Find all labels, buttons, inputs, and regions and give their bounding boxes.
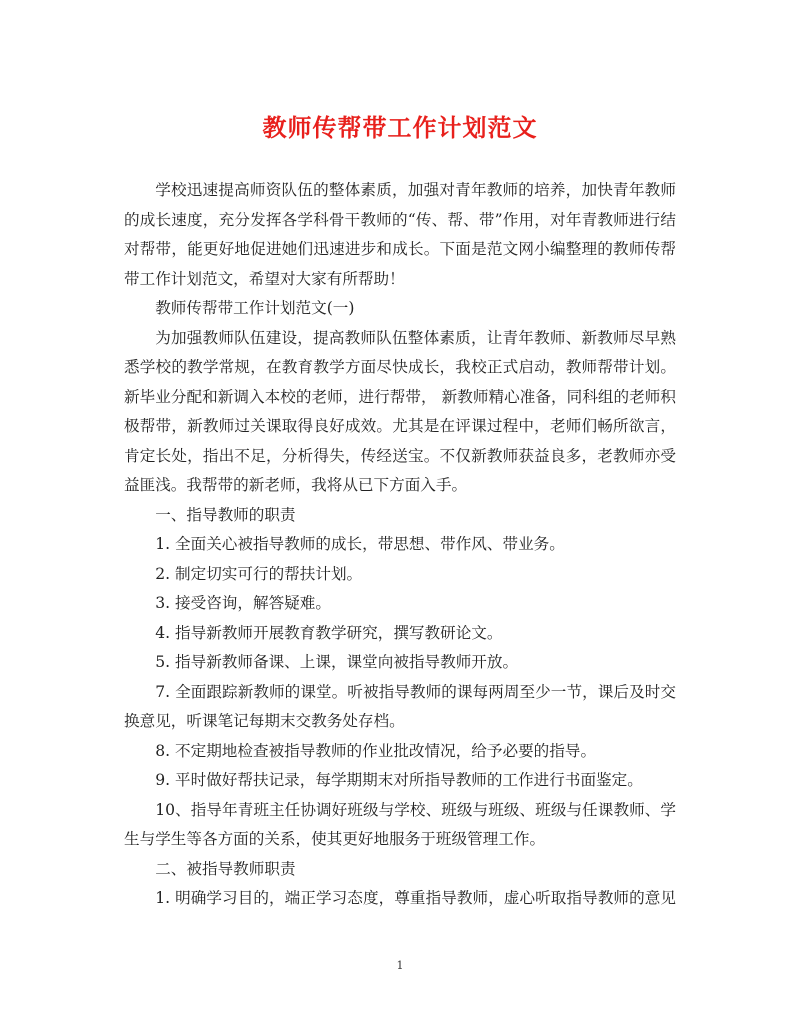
mentor-duty-item: 5. 指导新教师备课、上课，课堂向被指导教师开放。 — [155, 653, 519, 671]
mentor-duty-item: 9. 平时做好帮扶记录，每学期期末对所指导教师的工作进行书面鉴定。 — [155, 771, 643, 789]
mentor-duty-item: 3. 接受咨询，解答疑难。 — [155, 594, 331, 612]
section-heading-mentee-duties: 二、被指导教师职责 — [155, 859, 296, 878]
section-heading-plan-one: 教师传帮带工作计划范文(一) — [155, 299, 355, 317]
document-title: 教师传帮带工作计划范文 — [262, 113, 538, 142]
mentor-duty-item: 10、指导年青班主任协调好班级与学校、班级与班级、班级与任课教师、学生与学生等各方面的关系，使其更好地服务于班级管理工作。 — [124, 800, 676, 848]
mentee-duty-item: 1. 明确学习目的，端正学习态度，尊重指导教师，虚心听取指导教师的意见 — [155, 889, 676, 907]
section-heading-mentor-duties: 一、指导教师的职责 — [155, 505, 296, 524]
page-number: 1 — [396, 959, 404, 972]
mentor-duty-item: 4. 指导新教师开展教育教学研究，撰写教研论文。 — [155, 623, 503, 642]
mentor-duty-item: 2. 制定切实可行的帮扶计划。 — [155, 564, 363, 583]
mentor-duty-item: 8. 不定期地检查被指导教师的作业批改情况，给予必要的指导。 — [155, 741, 597, 760]
intro-paragraph: 学校迅速提高师资队伍的整体素质，加强对青年教师的培养，加快青年教师的成长速度，充分发挥各学科骨干教师的“传、帮、带”作用，对年青教师进行结对帮带，能更好地促进她们迅速进步和成长。下面是范文网小编整理的教师传帮带工作计划范文，希望对大家有所帮助！ — [124, 181, 676, 288]
document-body — [124, 176, 676, 914]
mentor-duty-item: 7. 全面跟踪新教师的课堂。听被指导教师的课每两周至少一节，课后及时交换意见，听课笔记每期末交教务处存档。 — [124, 682, 676, 730]
plan-overview-paragraph: 为加强教师队伍建设，提高教师队伍整体素质，让青年教师、新教师尽早熟悉学校的教学常规，在教育教学方面尽快成长，我校正式启动，教师帮带计划。新毕业分配和新调入本校的老师，进行帮带， 新教师精心准备，同科组的老师积极帮带，新教师过关课取得良好成效。尤其是在评课过程中，老师们畅所欲言，肯定长处，指出不足，分析得失，传经送宝。不仅新教师获益良多，老教师亦受益匪浅。我帮带的新老师，我将从已下方面入手。 — [124, 328, 676, 494]
mentor-duty-item: 1. 全面关心被指导教师的成长，带思想、带作风、带业务。 — [155, 535, 565, 553]
